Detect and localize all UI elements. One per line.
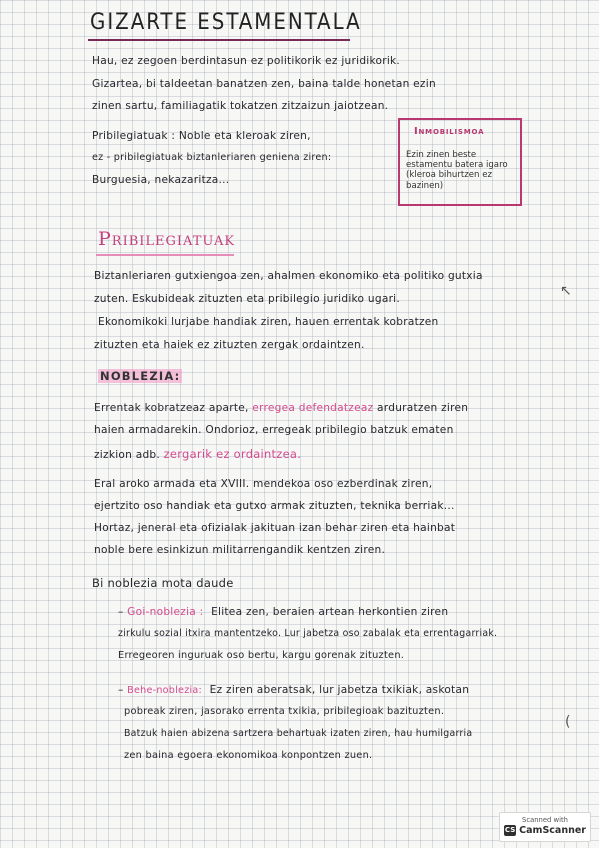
- goi-noblezia-label: Goi-noblezia :: [127, 606, 204, 618]
- pribilegiatuak-line: zituzten eta haiek ez zituzten zergak ordaintzen.: [94, 339, 365, 351]
- bullet: –: [118, 606, 128, 618]
- goi-noblezia-text: Elitea zen, beraien artean herkontien ziren: [211, 606, 449, 618]
- classes-line: Pribilegiatuak : Noble eta kleroak ziren,: [92, 130, 311, 142]
- page-title: GIZARTE ESTAMENTALA: [90, 10, 362, 35]
- noblezia-p1-line: [94, 447, 301, 461]
- scanner-top-text: Scanned with: [522, 816, 568, 824]
- text-run: haien armadarekin. Ondorioz, erregeak pribilegio batzuk ematen: [94, 424, 454, 436]
- scanner-watermark: [499, 812, 591, 842]
- noblezia-types-intro: Bi noblezia mota daude: [92, 576, 234, 590]
- noblezia-p1-line: [94, 402, 468, 414]
- intro-line: Hau, ez zegoen berdintasun ez politikorik ez juridikorik.: [92, 55, 401, 67]
- text-run: zizkion adb.: [94, 449, 164, 461]
- noblezia-p2-line: noble bere esinkizun militarrengandik kentzen ziren.: [94, 544, 386, 556]
- behe-noblezia-label: Behe-noblezia:: [127, 685, 203, 696]
- box-text: Ezin zinen beste estamentu batera igaro (kleroa bihurtzen ez bazinen): [406, 150, 508, 191]
- noblezia-heading-text: NOBLEZIA:: [100, 369, 181, 383]
- goi-noblezia-line: [118, 606, 448, 618]
- pribilegiatuak-line: Ekonomikoki lurjabe handiak ziren, hauen errentak kobratzen: [98, 316, 439, 328]
- margin-mark: (: [565, 714, 571, 730]
- margin-mark: ↖: [560, 283, 572, 299]
- camscanner-icon: CS: [504, 826, 516, 834]
- behe-noblezia-line: Batzuk haien abizena sartzera behartuak izaten ziren, hau humilgarria: [124, 728, 473, 739]
- scanner-row: [504, 825, 586, 836]
- text-run: arduratzen ziren: [373, 402, 469, 414]
- goi-noblezia-line: zirkulu sozial itxira mantentzeko. Lur jabetza oso zabalak eta errentagarriak.: [118, 628, 498, 639]
- title-underline: [88, 39, 350, 41]
- pink-text-run: erregea defendatzeaz: [252, 402, 374, 414]
- noblezia-p2-line: Hortaz, jeneral eta ofizialak jakituan izan behar ziren eta hainbat: [94, 522, 456, 534]
- heading-underline: [96, 254, 234, 256]
- noblezia-p2-line: ejertzito oso handiak eta gutxo armak zituzten, teknika berriak...: [94, 500, 455, 512]
- noblezia-p2-line: Eral aroko armada eta XVIII. mendekoa oso ezberdinak ziren,: [94, 478, 433, 490]
- bullet: –: [118, 684, 128, 696]
- classes-line: ez - pribilegiatuak biztanleriaren geniena ziren:: [92, 152, 332, 163]
- intro-line: Gizartea, bi taldeetan banatzen zen, baina talde honetan ezin: [92, 78, 436, 90]
- intro-line: zinen sartu, familiagatik tokatzen zitzaizun jaiotzean.: [92, 100, 389, 112]
- scanner-name: CamScanner: [519, 825, 586, 836]
- section-heading-noblezia: [98, 369, 182, 383]
- pink-text-run: zergarik ez ordaintzea.: [163, 447, 302, 461]
- behe-noblezia-line: pobreak ziren, jasorako errenta txikia, pribilegioak bazituzten.: [124, 706, 445, 717]
- classes-line: Burguesia, nekazaritza...: [92, 174, 230, 186]
- behe-noblezia-line: [118, 684, 469, 696]
- goi-noblezia-line: Erregeoren inguruak oso bertu, kargu gorenak zituzten.: [118, 650, 405, 661]
- pribilegiatuak-line: Biztanleriaren gutxiengoa zen, ahalmen ekonomiko eta politiko gutxia: [94, 270, 483, 282]
- pribilegiatuak-line: zuten. Eskubideak zituzten eta pribilegio juridiko ugari.: [94, 293, 400, 305]
- noblezia-p1-line: [94, 424, 454, 436]
- box-title: Inmobilismoa: [414, 126, 485, 137]
- text-run: Errentak kobratzeaz aparte,: [94, 402, 253, 414]
- inmobilismoa-box: [398, 118, 522, 206]
- behe-noblezia-text: Ez ziren aberatsak, lur jabetza txikiak, askotan: [209, 684, 470, 696]
- behe-noblezia-line: zen baina egoera ekonomikoa konpontzen zuen.: [124, 750, 373, 761]
- section-heading-pribilegiatuak: Pribilegiatuak: [98, 228, 236, 250]
